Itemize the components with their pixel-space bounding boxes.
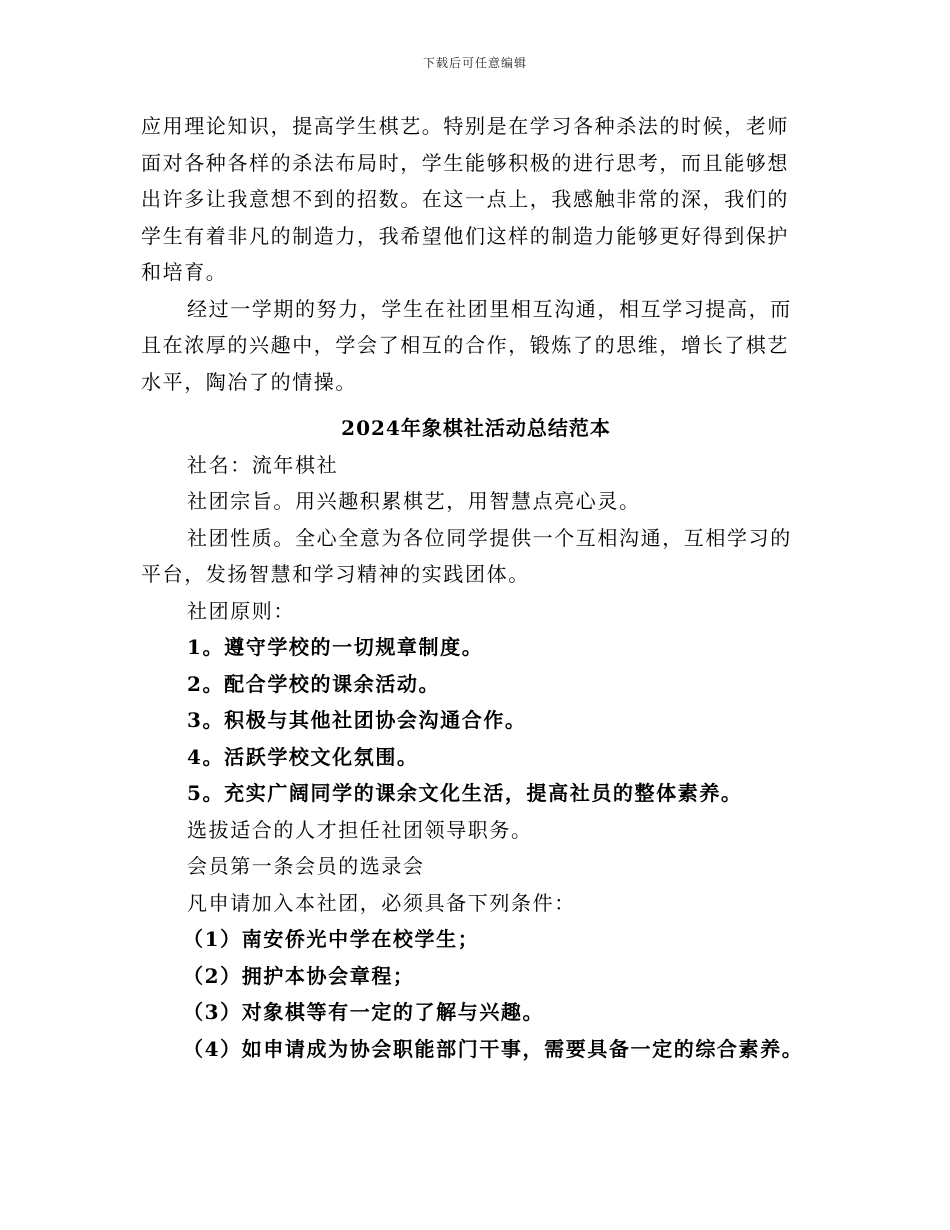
- club-nature-line: 社团性质。全心全意为各位同学提供一个互相沟通，互相学习的: [187, 525, 792, 550]
- condition-item: （4）如申请成为协会职能部门干事，需要具备一定的综合素养。: [183, 1036, 804, 1061]
- principle-item: 5。充实广阔同学的课余文化生活，提高社员的整体素养。: [187, 781, 743, 805]
- conditions-intro: 凡申请加入本社团，必须具备下列条件：: [187, 890, 576, 915]
- principle-item: 3。积极与其他社团协会沟通合作。: [187, 708, 527, 732]
- document-body: [141, 108, 811, 1067]
- summary-line: 水平，陶冶了的情操。: [141, 369, 357, 394]
- club-name: 社名：流年棋社: [187, 452, 339, 477]
- page-header: 下载后可任意编辑: [422, 56, 527, 70]
- paragraph-line: 学生有着非凡的制造力，我希望他们这样的制造力能够更好得到保护: [141, 223, 789, 248]
- condition-item: （1）南安侨光中学在校学生；: [183, 927, 480, 951]
- summary-line: 且在浓厚的兴趣中，学会了相互的合作，锻炼了的思维，增长了棋艺: [141, 333, 789, 357]
- paragraph-line: 面对各种各样的杀法布局时，学生能够积极的进行思考，而且能够想: [141, 150, 789, 175]
- principle-item: 4。活跃学校文化氛围。: [187, 744, 419, 769]
- principle-item: 1。遵守学校的一切规章制度。: [187, 635, 484, 659]
- paragraph-line: 出许多让我意想不到的招数。在这一点上，我感触非常的深，我们的: [141, 187, 789, 211]
- club-purpose: 社团宗旨。用兴趣积累棋艺，用智慧点亮心灵。: [187, 489, 641, 513]
- principle-item: 2。配合学校的课余活动。: [187, 671, 441, 696]
- paragraph-line: 应用理论知识，提高学生棋艺。特别是在学习各种杀法的时候，老师: [141, 114, 789, 138]
- member-article: 会员第一条会员的选录会: [187, 854, 425, 878]
- section-title: 2024年象棋社活动总结范本: [341, 416, 611, 440]
- condition-item: （2）拥护本协会章程；: [183, 963, 415, 988]
- paragraph-line: 和培育。: [141, 260, 228, 284]
- selection-text: 选拔适合的人才担任社团领导职务。: [187, 817, 533, 842]
- club-nature-line: 平台，发扬智慧和学习精神的实践团体。: [141, 562, 530, 586]
- condition-item: （3）对象棋等有一定的了解与兴趣。: [183, 1000, 545, 1024]
- summary-line: 经过一学期的努力，学生在社团里相互沟通，相互学习提高，而: [187, 296, 792, 321]
- principles-label: 社团原则：: [187, 598, 295, 623]
